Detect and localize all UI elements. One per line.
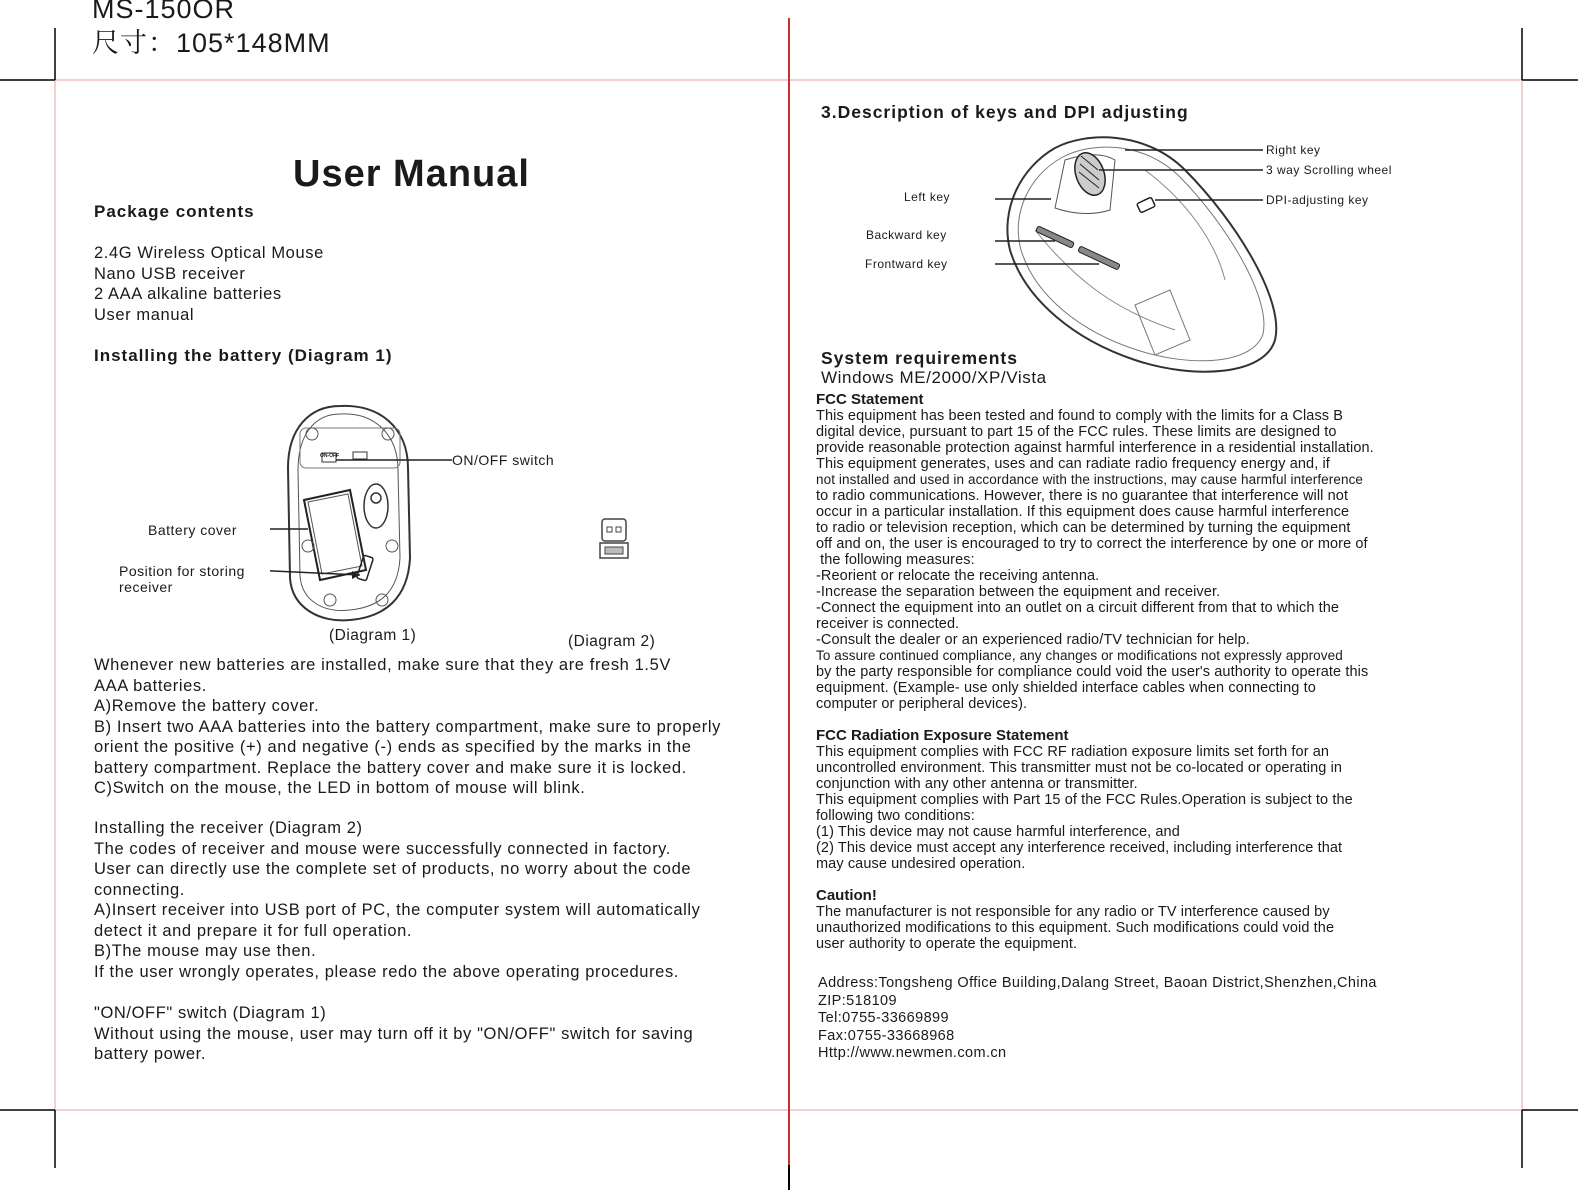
text-line: Whenever new batteries are installed, make sure that they are fresh 1.5V xyxy=(94,656,671,674)
install-battery-heading: Installing the battery (Diagram 1) xyxy=(94,346,393,365)
text-line: unauthorized modifications to this equipment. Such modifications could void the xyxy=(816,920,1335,936)
fax-line: Fax:0755-33668968 xyxy=(818,1027,955,1044)
text-line: by the party responsible for compliance could void the user's authority to operate this xyxy=(816,664,1369,680)
text-line: To assure continued compliance, any changes or modifications not expressly approved xyxy=(816,648,1343,663)
text-line: battery power. xyxy=(94,1045,207,1063)
text-line: This equipment complies with FCC RF radiation exposure limits set forth for an xyxy=(816,744,1330,760)
zip-line: ZIP:518109 xyxy=(818,992,897,1009)
model-number: MS-150OR xyxy=(92,0,236,24)
wheel-label: 3 way Scrolling wheel xyxy=(1266,163,1392,177)
text-line: -Consult the dealer or an experienced radio/TV technician for help. xyxy=(816,632,1250,648)
text-line: -Increase the separation between the equipment and receiver. xyxy=(816,584,1221,600)
text-line: Without using the mouse, user may turn off it by "ON/OFF" switch for saving xyxy=(94,1024,694,1043)
text-line: receiver is connected. xyxy=(816,616,960,632)
storing-label-1: Position for storing xyxy=(119,563,245,579)
diagram-1-caption: (Diagram 1) xyxy=(329,627,417,644)
list-item: 2 AAA alkaline batteries xyxy=(94,285,282,303)
text-line: AAA batteries. xyxy=(94,676,207,695)
right-key-label: Right key xyxy=(1266,143,1321,157)
text-line: Installing the receiver (Diagram 2) xyxy=(94,819,363,837)
text-line: (2) This device must accept any interference received, including interference that xyxy=(816,840,1343,856)
text-line: user authority to operate the equipment. xyxy=(816,936,1078,952)
diagram-2-caption: (Diagram 2) xyxy=(568,633,656,650)
text-line: detect it and prepare it for full operation. xyxy=(94,921,413,940)
backward-key-label: Backward key xyxy=(866,228,947,242)
sysreq-value: Windows ME/2000/XP/Vista xyxy=(821,368,1047,387)
text-line: connecting. xyxy=(94,880,185,899)
text-line: B) Insert two AAA batteries into the battery compartment, make sure to properly xyxy=(94,717,722,736)
fcc-heading: FCC Statement xyxy=(816,391,924,408)
website-line: Http://www.newmen.com.cn xyxy=(818,1045,1007,1061)
caution-statement xyxy=(816,904,1334,952)
text-line: B)The mouse may use then. xyxy=(94,942,317,960)
battery-instructions xyxy=(94,655,721,799)
receiver-instructions xyxy=(94,818,700,982)
onoff-mark: ON-OFF xyxy=(320,453,340,459)
text-line: equipment. (Example- use only shielded interface cables when connecting to xyxy=(816,680,1316,696)
text-line: The codes of receiver and mouse were successfully connected in factory. xyxy=(94,839,671,858)
radiation-statement xyxy=(816,744,1353,872)
text-line: computer or peripheral devices). xyxy=(816,696,1028,712)
text-line: off and on, the user is encouraged to try to correct the interference by one or more of xyxy=(816,536,1368,552)
package-list xyxy=(94,243,324,325)
text-line: may cause undesired operation. xyxy=(816,856,1026,872)
address-line: Address:Tongsheng Office Building,Dalang Street, Baoan District,Shenzhen,China xyxy=(818,975,1377,991)
frontward-key-label: Frontward key xyxy=(865,257,948,271)
text-line: orient the positive (+) and negative (-) ends as specified by the marks in the xyxy=(94,738,692,756)
text-line: A)Remove the battery cover. xyxy=(94,697,320,715)
mouse-bottom-diagram xyxy=(270,398,570,638)
caution-heading: Caution! xyxy=(816,887,877,904)
text-line: A)Insert receiver into USB port of PC, the computer system will automatically xyxy=(94,901,701,919)
left-key-label: Left key xyxy=(904,190,951,204)
switch-instructions xyxy=(94,1003,693,1065)
dpi-key-label: DPI-adjusting key xyxy=(1266,193,1369,207)
keys-heading: 3.Description of keys and DPI adjusting xyxy=(821,102,1189,122)
radiation-heading: FCC Radiation Exposure Statement xyxy=(816,727,1069,744)
onoff-label: ON/OFF switch xyxy=(452,452,555,468)
text-line: following two conditions: xyxy=(816,808,975,824)
contact-address xyxy=(818,975,1377,1063)
text-line: to radio or television reception, which can be determined by turning the equipment xyxy=(816,520,1351,536)
list-item: 2.4G Wireless Optical Mouse xyxy=(94,244,324,262)
text-line: uncontrolled environment. This transmitter must not be co-located or operating in xyxy=(816,760,1343,776)
fcc-statement xyxy=(816,408,1374,712)
page-title: User Manual xyxy=(293,153,530,195)
usb-receiver-icon xyxy=(595,515,635,565)
text-line: This equipment has been tested and found to comply with the limits for a Class B xyxy=(816,408,1344,424)
text-line: (1) This device may not cause harmful interference, and xyxy=(816,824,1180,840)
text-line: not installed and used in accordance with the instructions, may cause harmful interference xyxy=(816,472,1364,487)
sysreq-heading: System requirements xyxy=(821,348,1018,368)
mouse-top-diagram xyxy=(995,130,1295,380)
text-line: C)Switch on the mouse, the LED in bottom of mouse will blink. xyxy=(94,779,586,797)
list-item: Nano USB receiver xyxy=(94,264,246,283)
package-heading: Package contents xyxy=(94,202,255,221)
battery-cover-label: Battery cover xyxy=(148,522,237,538)
text-line: "ON/OFF" switch (Diagram 1) xyxy=(94,1004,327,1022)
text-line: -Connect the equipment into an outlet on a circuit different from that to which the xyxy=(816,600,1340,616)
text-line: conjunction with any other antenna or transmitter. xyxy=(816,776,1138,792)
storing-label-2: receiver xyxy=(119,579,173,595)
text-line: User can directly use the complete set of products, no worry about the code xyxy=(94,860,692,878)
text-line: the following measures: xyxy=(816,552,975,568)
phone-line: Tel:0755-33669899 xyxy=(818,1010,949,1026)
text-line: -Reorient or relocate the receiving antenna. xyxy=(816,568,1100,584)
text-line: digital device, pursuant to part 15 of the FCC rules. These limits are designed to xyxy=(816,424,1337,440)
text-line: battery compartment. Replace the battery cover and make sure it is locked. xyxy=(94,758,687,777)
text-line: The manufacturer is not responsible for any radio or TV interference caused by xyxy=(816,904,1330,920)
text-line: If the user wrongly operates, please redo the above operating procedures. xyxy=(94,962,679,981)
list-item: User manual xyxy=(94,305,195,324)
text-line: to radio communications. However, there is no guarantee that interference will not xyxy=(816,488,1349,504)
text-line: This equipment generates, uses and can radiate radio frequency energy and, if xyxy=(816,456,1330,472)
text-line: occur in a particular installation. If this equipment does cause harmful interference xyxy=(816,504,1350,520)
text-line: This equipment complies with Part 15 of the FCC Rules.Operation is subject to the xyxy=(816,792,1353,808)
text-line: provide reasonable protection against harmful interference in a residential installation. xyxy=(816,440,1374,456)
size-spec: 尺寸：105*148MM xyxy=(92,28,331,58)
